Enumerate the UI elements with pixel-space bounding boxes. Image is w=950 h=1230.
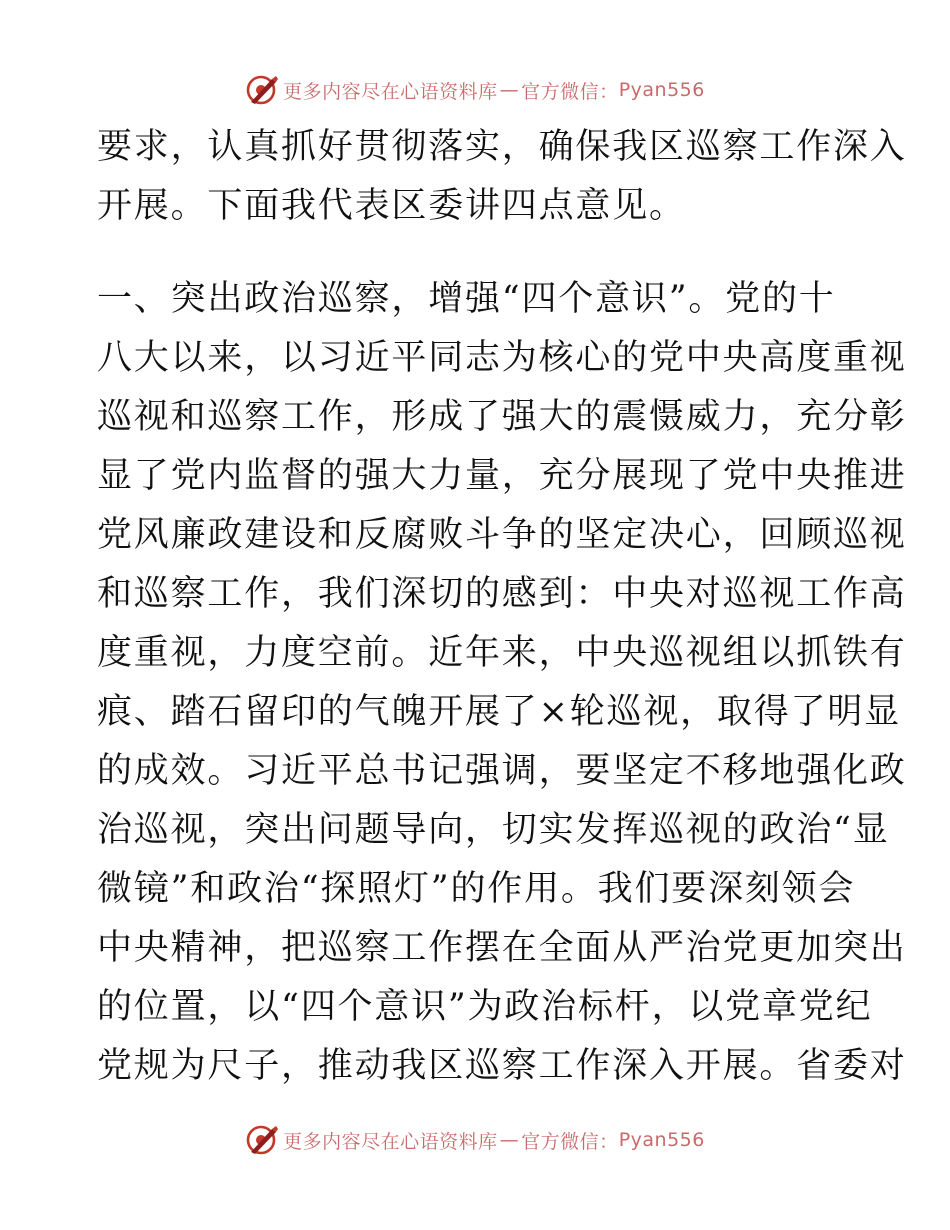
watermark-label: 官方微信： [521,80,619,103]
watermark-id: Pyan556 [618,1129,705,1151]
watermark-text: 更多内容尽在心语资料库 [283,80,498,103]
text-line: 要求，认真抓好贯彻落实，确保我区巡察工作深入 [97,127,907,167]
paragraph-intro [97,118,907,236]
text-line: 微镜”和政治“探照灯”的作用。我们要深刻领会 [97,869,856,909]
text-line: 巡视和巡察工作，形成了强大的震慑威力，充分彰 [97,397,907,437]
text-line: 显了党内监督的强大力量，充分展现了党中央推进 [97,456,907,496]
text-line: 治巡视，突出问题导向，切实发挥巡视的政治“显 [97,810,890,850]
document-body [97,118,907,1096]
watermark-dash: — [499,79,520,101]
text-line: 的成效。习近平总书记强调，要坚定不移地强化政 [97,751,907,791]
text-line: 痕、踏石留印的气魄开展了×轮巡视，取得了明显 [97,692,901,732]
header-watermark [0,70,950,110]
section-heading-line: 一、突出政治巡察，增强“四个意识”。党的十 [97,279,836,319]
footer-watermark [0,1120,950,1160]
pen-logo-icon [245,1123,279,1157]
text-line: 和巡察工作，我们深切的感到：中央对巡视工作高 [97,574,907,614]
text-line: 党风廉政建设和反腐败斗争的坚定决心，回顾巡视 [97,515,907,555]
pen-logo-icon [245,73,279,107]
watermark-text: 更多内容尽在心语资料库 [283,1130,498,1153]
text-line: 的位置，以“四个意识”为政治标杆，以党章党纪 [97,987,873,1027]
watermark-dash: — [499,1129,520,1151]
text-line: 八大以来，以习近平同志为核心的党中央高度重视 [97,338,907,378]
text-line: 度重视，力度空前。近年来，中央巡视组以抓铁有 [97,633,907,673]
paragraph-section-one [97,270,907,1096]
text-line: 开展。下面我代表区委讲四点意见。 [97,186,686,226]
text-line: 中央精神，把巡察工作摆在全面从严治党更加突出 [97,928,907,968]
watermark-id: Pyan556 [618,79,705,101]
paragraph-gap [97,236,867,270]
text-line: 党规为尺子，推动我区巡察工作深入开展。省委对 [97,1046,907,1086]
watermark-label: 官方微信： [521,1130,619,1153]
